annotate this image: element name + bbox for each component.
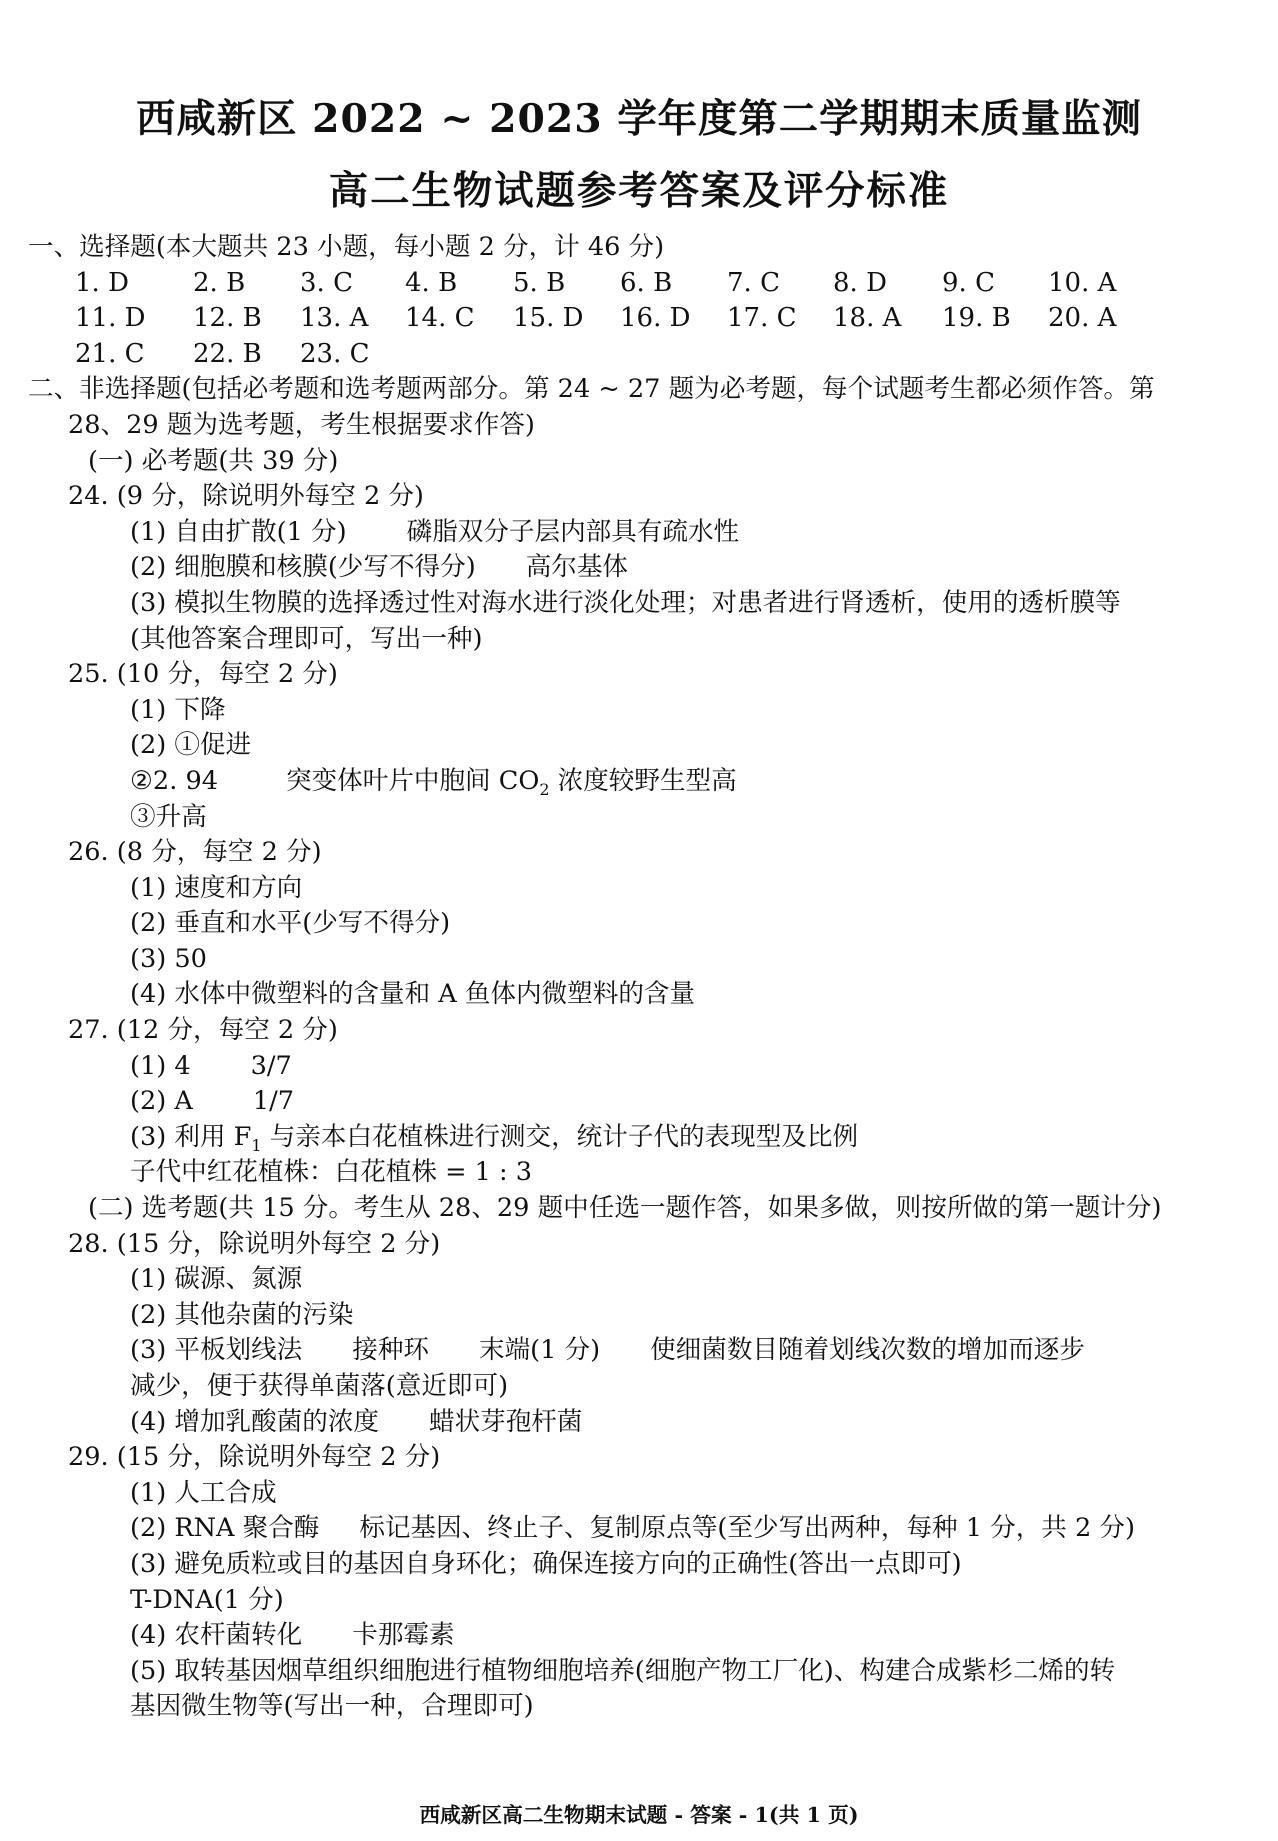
q27-answer-1b: 3/7	[250, 1050, 292, 1081]
q29-answer-5-cont: 基因微生物等(写出一种，合理即可)	[130, 1691, 534, 1722]
mcq-answer: 20. A	[1048, 303, 1117, 334]
mcq-answer: 18. A	[833, 303, 902, 334]
page-footer: 西咸新区高二生物期末试题 - 答案 - 1(共 1 页)	[419, 1803, 859, 1827]
mcq-answer: 17. C	[727, 303, 797, 334]
q24-heading: 24. (9 分，除说明外每空 2 分)	[68, 481, 424, 512]
q25-answer-1: (1) 下降	[130, 694, 226, 725]
mcq-answer: 3. C	[300, 267, 353, 298]
q28-answer-3c: 末端(1 分)	[479, 1335, 601, 1366]
q27-answer-3-cont: 子代中红花植株：白花植株 = 1 : 3	[130, 1157, 533, 1188]
q25-answer-2b	[0, 764, 1278, 800]
q25-heading: 25. (10 分，每空 2 分)	[68, 659, 338, 690]
mcq-answer: 22. B	[193, 338, 262, 369]
q28-answer-1: (1) 碳源、氮源	[130, 1264, 303, 1295]
q29-answer-4	[0, 1618, 1278, 1654]
q24-answer-3: (3) 模拟生物膜的选择透过性对海水进行淡化处理；对患者进行肾透析，使用的透析膜等	[130, 587, 1121, 618]
q25-answer-2: (2) ①促进	[130, 730, 252, 761]
mcq-answer: 14. C	[405, 303, 475, 334]
mcq-answer: 15. D	[513, 303, 584, 334]
q28-answer-3d: 使细菌数目随着划线次数的增加而逐步	[650, 1335, 1085, 1366]
q28-heading: 28. (15 分，除说明外每空 2 分)	[68, 1228, 441, 1259]
q28-answer-3	[0, 1333, 1278, 1369]
mcq-row-2	[0, 301, 1278, 337]
q27-answer-1a: (1) 4	[130, 1050, 191, 1081]
part2-heading: (二) 选考题(共 15 分。考生从 28、29 题中任选一题作答，如果多做，则按所做的第一题计分)	[88, 1193, 1162, 1224]
mcq-answer: 4. B	[405, 267, 458, 298]
q29-answer-2a: (2) RNA 聚合酶	[130, 1513, 320, 1544]
answer-content	[0, 230, 1278, 1725]
q26-answer-2: (2) 垂直和水平(少写不得分)	[130, 908, 451, 939]
mcq-answer: 6. B	[620, 267, 673, 298]
q27-answer-2b: 1/7	[252, 1086, 295, 1117]
q28-answer-4a: (4) 增加乳酸菌的浓度	[130, 1406, 379, 1437]
q29-heading: 29. (15 分，除说明外每空 2 分)	[68, 1442, 441, 1473]
q29-answer-4b: 卡那霉素	[352, 1620, 455, 1651]
q29-answer-2b: 标记基因、终止子、复制原点等(至少写出两种，每种 1 分，共 2 分)	[359, 1513, 1135, 1544]
q28-answer-2: (2) 其他杂菌的污染	[130, 1299, 354, 1330]
mcq-answer: 7. C	[727, 267, 780, 298]
mcq-answer: 10. A	[1048, 267, 1117, 298]
mcq-answer: 16. D	[620, 303, 691, 334]
q24-answer-1	[0, 515, 1278, 551]
co2-subscript: 2	[539, 780, 550, 800]
mcq-row-3	[0, 337, 1278, 373]
mcq-answer: 9. C	[942, 267, 995, 298]
q28-answer-3-cont: 减少，便于获得单菌落(意近即可)	[130, 1371, 509, 1401]
q24-answer-2	[0, 550, 1278, 586]
f1-subscript: 1	[251, 1135, 262, 1155]
mcq-answer: 8. D	[833, 267, 887, 298]
q29-answer-3-cont: T-DNA(1 分)	[130, 1584, 284, 1615]
part1-heading: (一) 必考题(共 39 分)	[88, 445, 339, 476]
q26-heading: 26. (8 分，每空 2 分)	[68, 837, 322, 868]
mcq-answer: 2. B	[193, 267, 246, 298]
section2-heading: 二、非选择题(包括必考题和选考题两部分。第 24 ~ 27 题为必考题，每个试题考生都必须作答。第	[28, 374, 1155, 405]
mcq-answer: 5. B	[513, 267, 566, 298]
q24-answer-2a: (2) 细胞膜和核膜(少写不得分)	[130, 552, 476, 583]
q27-answer-1	[0, 1049, 1278, 1085]
q28-answer-4b: 蜡状芽孢杆菌	[429, 1406, 583, 1437]
mcq-answer: 12. B	[193, 303, 262, 334]
page-subtitle: 高二生物试题参考答案及评分标准	[328, 168, 950, 214]
page-title: 西咸新区 2022 ~ 2023 学年度第二学期期末质量监测	[136, 96, 1142, 142]
q28-answer-3b: 接种环	[352, 1335, 429, 1366]
q24-answer-3-cont: (其他答案合理即可，写出一种)	[130, 623, 483, 654]
q29-answer-5: (5) 取转基因烟草组织细胞进行植物细胞培养(细胞产物工厂化)、构建合成紫杉二烯的转	[130, 1655, 1116, 1686]
q27-answer-3-post: 与亲本白花植株进行测交，统计子代的表现型及比例	[261, 1121, 859, 1152]
q26-answer-4: (4) 水体中微塑料的含量和 A 鱼体内微塑料的含量	[130, 979, 696, 1010]
q25-answer-2c: ③升高	[130, 801, 207, 832]
q28-answer-4	[0, 1405, 1278, 1441]
q26-answer-1: (1) 速度和方向	[130, 872, 303, 903]
q25-answer-2b-value: ②2. 94	[130, 765, 219, 796]
q29-answer-1: (1) 人工合成	[130, 1477, 277, 1508]
q28-answer-3a: (3) 平板划线法	[130, 1335, 303, 1366]
mcq-answer: 21. C	[75, 338, 145, 369]
q25-answer-2b-text: 突变体叶片中胞间 CO	[286, 765, 540, 796]
q25-answer-2b-tail: 浓度较野生型高	[549, 765, 737, 796]
q27-heading: 27. (12 分，每空 2 分)	[68, 1015, 338, 1046]
q24-answer-1a: (1) 自由扩散(1 分)	[130, 516, 347, 547]
q27-answer-2	[0, 1084, 1278, 1120]
mcq-row-1	[0, 266, 1278, 302]
q29-answer-3: (3) 避免质粒或目的基因自身环化；确保连接方向的正确性(答出一点即可)	[130, 1548, 962, 1579]
section2-heading-cont: 28、29 题为选考题，考生根据要求作答)	[68, 409, 535, 440]
q27-answer-3	[0, 1120, 1278, 1156]
q26-answer-3: (3) 50	[130, 943, 207, 974]
q24-answer-2b: 高尔基体	[525, 552, 628, 583]
q27-answer-3-pre: (3) 利用 F	[130, 1121, 252, 1152]
q27-answer-2a: (2) A	[130, 1086, 193, 1117]
section1-heading: 一、选择题(本大题共 23 小题，每小题 2 分，计 46 分)	[28, 232, 665, 262]
q24-answer-1b: 磷脂双分子层内部具有疏水性	[406, 516, 740, 547]
mcq-answer: 13. A	[300, 303, 369, 334]
mcq-answer: 11. D	[75, 303, 146, 334]
mcq-answer: 23. C	[300, 338, 370, 369]
q29-answer-4a: (4) 农杆菌转化	[130, 1620, 303, 1651]
mcq-answer: 19. B	[942, 303, 1011, 334]
q29-answer-2	[0, 1511, 1278, 1547]
mcq-answer: 1. D	[75, 267, 129, 298]
